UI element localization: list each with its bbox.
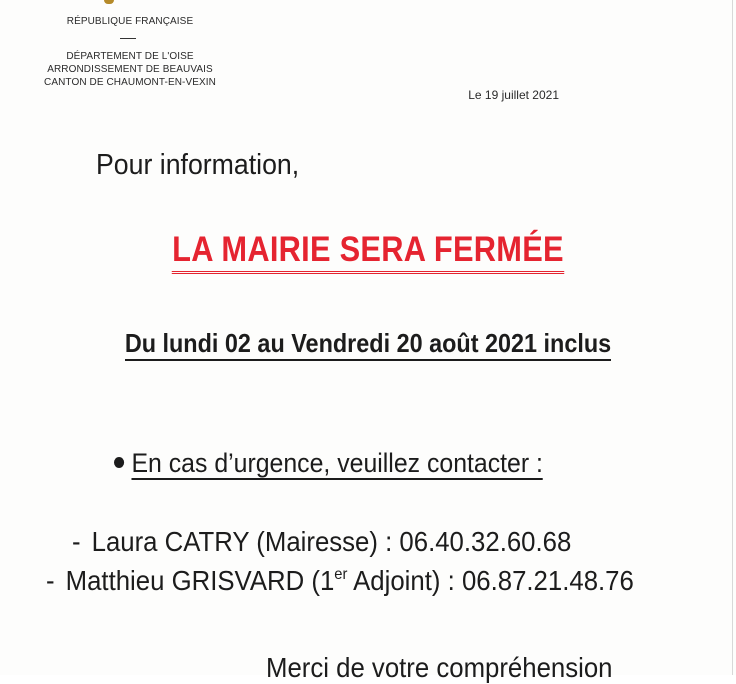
header-rule	[120, 38, 136, 39]
closure-period	[37, 328, 699, 359]
dash-marker: -	[72, 526, 81, 557]
header-arrondissement: ARRONDISSEMENT DE BEAUVAIS	[47, 64, 213, 75]
contact-name: Laura CATRY (Mairesse)	[91, 526, 378, 557]
contact-phone: 06.87.21.48.76	[461, 565, 634, 596]
contact-name-part2: Adjoint)	[347, 565, 441, 596]
document-date: Le 19 juillet 2021	[468, 88, 559, 102]
bullet-icon	[114, 457, 124, 468]
scan-edge-line	[732, 0, 733, 675]
closure-title-text: LA MAIRIE SERA FERMÉE	[172, 230, 564, 274]
contact-phone: 06.40.32.60.68	[399, 526, 572, 557]
ordinal-superscript: er	[334, 566, 348, 583]
intro-text: Pour information,	[96, 149, 300, 181]
urgence-text: En cas d’urgence, veuillez contacter :	[131, 448, 543, 478]
emblem-fragment	[104, 0, 114, 4]
urgence-line	[114, 448, 543, 479]
header-canton: CANTON DE CHAUMONT-EN-VEXIN	[44, 77, 216, 88]
closure-period-text: Du lundi 02 au Vendredi 20 août 2021 inclus	[125, 328, 611, 361]
contact-name-part1: Matthieu GRISVARD (1	[65, 565, 335, 596]
dash-marker: -	[46, 565, 55, 596]
closure-title	[44, 230, 692, 270]
header-departement: DÉPARTEMENT DE L'OISE	[66, 51, 194, 62]
closing-text: Merci de votre compréhension	[266, 652, 613, 683]
contact-line-mairesse: - Laura CATRY (Mairesse) : 06.40.32.60.68	[72, 526, 572, 557]
contact-line-adjoint: - Matthieu GRISVARD (1er Adjoint) : 06.87.21.48.76	[46, 565, 634, 596]
header-republique: RÉPUBLIQUE FRANÇAISE	[66, 16, 194, 27]
